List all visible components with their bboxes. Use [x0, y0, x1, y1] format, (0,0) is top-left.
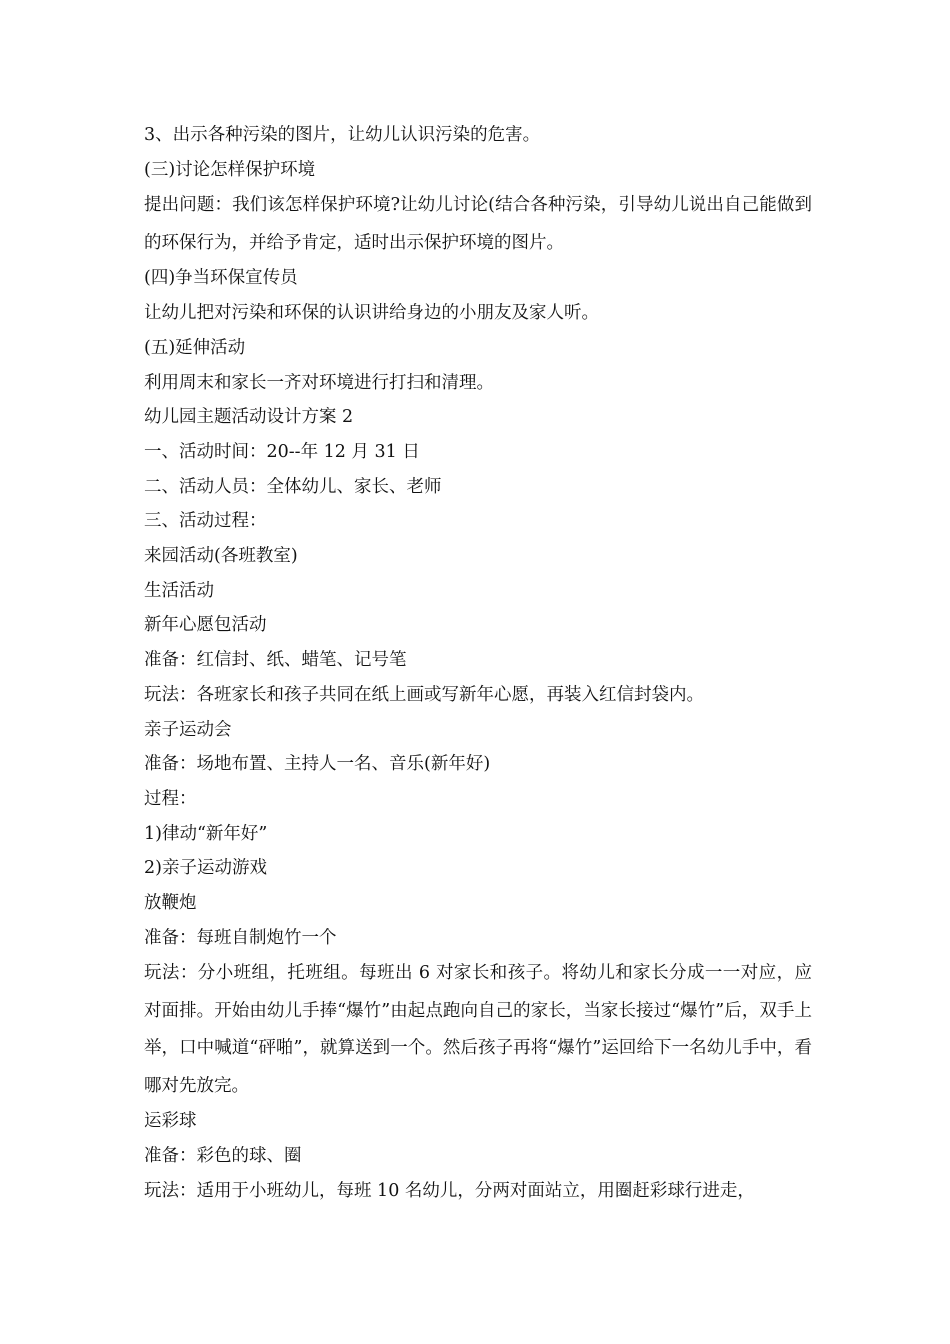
- arrival-activity: 来园活动(各班教室): [144, 546, 298, 567]
- process-item-1: 1)律动“新年好”: [144, 823, 268, 844]
- ball-game-method: 玩法：适用于小班幼儿，每班 10 名幼儿，分两对面站立，用圈赶彩球行进走，: [144, 1180, 755, 1201]
- paragraph-step-3: 3、出示各种污染的图片，让幼儿认识污染的危害。: [144, 125, 541, 145]
- wish-pack-heading: 新年心愿包活动: [144, 615, 267, 636]
- document-body: [144, 118, 812, 1209]
- paragraph-promotion: 让幼儿把对污染和环保的认识讲给身边的小朋友及家人听。: [144, 303, 599, 324]
- activity-participants: 二、活动人员：全体幼儿、家长、老师: [144, 476, 442, 497]
- activity-process-heading: 三、活动过程：: [144, 511, 267, 532]
- sports-meet-preparation: 准备：场地布置、主持人一名、音乐(新年好): [144, 754, 491, 775]
- activity-time: 一、活动时间：20--年 12 月 31 日: [144, 441, 420, 462]
- heading-section-5: (五)延伸活动: [144, 337, 246, 358]
- life-activity: 生活活动: [144, 580, 214, 601]
- sports-meet-heading: 亲子运动会: [144, 719, 232, 740]
- ball-game-heading: 运彩球: [144, 1111, 197, 1132]
- firecracker-preparation: 准备：每班自制炮竹一个: [144, 927, 337, 948]
- paragraph-extension: 利用周末和家长一齐对环境进行打扫和清理。: [144, 372, 494, 393]
- paragraph-discussion: 提出问题：我们该怎样保护环境?让幼儿讨论(结合各种污染，引导幼儿说出自己能做到的环保行为，并给予肯定，适时出示保护环境的图片。: [144, 195, 812, 253]
- plan-title-2: 幼儿园主题活动设计方案 2: [144, 407, 354, 428]
- ball-game-preparation: 准备：彩色的球、圈: [144, 1146, 302, 1167]
- heading-section-3: (三)讨论怎样保护环境: [144, 159, 316, 180]
- wish-pack-preparation: 准备：红信封、纸、蜡笔、记号笔: [144, 650, 407, 671]
- wish-pack-method: 玩法：各班家长和孩子共同在纸上画或写新年心愿，再装入红信封袋内。: [144, 684, 704, 705]
- firecracker-method: 玩法：分小班组，托班组。每班出 6 对家长和孩子。将幼儿和家长分成一一对应，应对面排。开始由幼儿手捧“爆竹”由起点跑向自己的家长，当家长接过“爆竹”后，双手上举，口中喊道“砰啪”，就算送到一个。然后孩子再将“爆竹”运回给下一名幼儿手中，看哪对先放完。: [144, 963, 812, 1096]
- firecracker-heading: 放鞭炮: [144, 893, 197, 914]
- process-item-2: 2)亲子运动游戏: [144, 858, 267, 879]
- heading-section-4: (四)争当环保宣传员: [144, 268, 298, 289]
- process-heading: 过程：: [144, 788, 197, 809]
